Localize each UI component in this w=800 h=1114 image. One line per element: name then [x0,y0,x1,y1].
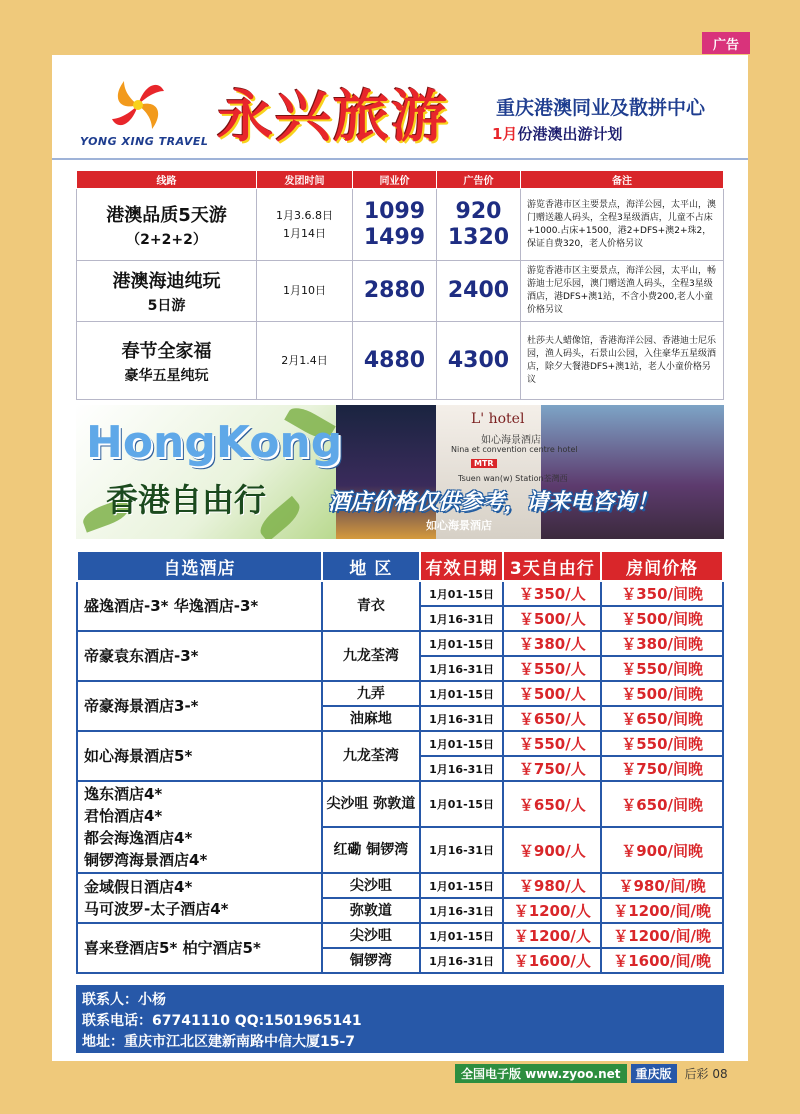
hotel-3day-price: ￥650/人 [503,706,601,731]
tour-table [76,170,724,400]
hongkong-banner [76,405,724,539]
footer-region-badge: 重庆版 [631,1064,677,1083]
tour-header-route: 线路 [77,171,257,189]
tour-note: 游览香港市区主要景点，海洋公园，太平山，畅游迪士尼乐园，澳门赠送渔人码头，全程3星级酒店，港DFS+澳1站，不含小费200,老人小童价格另议 [521,261,724,322]
hotel-room-price: ￥650/间晚 [601,706,723,731]
station-name: Tsuen wan(w) Station荃灣西 [458,474,568,483]
mtr-icon: MTR [471,459,497,468]
tour-route-sub: （2+2+2） [126,231,207,248]
hotel-name: 金域假日酒店4* [84,878,193,896]
tour-peer-price [353,189,437,261]
hotel-name: 君怡酒店4* [84,807,163,825]
hotel-name: 马可波罗-太子酒店4* [84,900,229,918]
header-divider [52,158,748,160]
hotel-row [77,681,723,706]
tour-header-notes: 备注 [521,171,724,189]
photo-caption: 如心海景酒店 [426,519,492,532]
price-value: 1499 [363,224,426,250]
hotel-3day-price: ￥350/人 [503,581,601,606]
price-value: 2880 [363,278,426,303]
hotel-3day-price: ￥900/人 [503,827,601,873]
footer [455,1064,728,1083]
hotel-name: 帝豪袁东酒店-3* [84,647,199,665]
tour-row [77,261,724,322]
hotel-names [77,681,322,731]
hotel-room-price: ￥750/间晚 [601,756,723,781]
contact-address: 地址：重庆市江北区建新南路中信大厦15-7 [82,1034,356,1050]
hotel-area: 九龙荃湾 [322,731,420,781]
hotel-3day-price: ￥1200/人 [503,898,601,923]
tour-row [77,322,724,400]
tour-peer-price [353,261,437,322]
hotel-names [77,581,322,631]
hotel-date: 1月01-15日 [420,781,504,827]
hotel-3day-price: ￥500/人 [503,606,601,631]
free-travel-title: 香港自由行 [106,481,267,519]
hotel-room-price: ￥500/间晚 [601,606,723,631]
hotel-header-room: 房间价格 [601,551,723,581]
hotel-date: 1月16-31日 [420,656,504,681]
hotel-row [77,781,723,827]
hotel-names [77,731,322,781]
hotel-date: 1月16-31日 [420,948,504,973]
hotel-name: 铜锣湾海景酒店4* [84,851,208,869]
hotel-header-area: 地 区 [322,551,420,581]
hotel-room-price: ￥650/间晚 [601,781,723,827]
hotel-3day-price: ￥380/人 [503,631,601,656]
hotel-date: 1月16-31日 [420,827,504,873]
price-notice: 酒店价格仅供参考，请来电咨询！ [328,490,659,515]
tour-date: 1月14日 [283,226,326,240]
tour-dates [257,322,353,400]
hotel-row [77,731,723,756]
hotel-room-price: ￥900/间晚 [601,827,723,873]
tour-note: 杜莎夫人蜡像馆，香港海洋公园、香港迪士尼乐园，渔人码头，石景山公园，入住豪华五星级酒店，除夕大餐港DFS+澳1站，老人小童价格另议 [521,322,724,400]
hotel-room-price: ￥500/间晚 [601,681,723,706]
price-value: 920 [455,198,502,224]
tour-ad-price [437,322,521,400]
night-skyline-photo [336,405,436,539]
hotel-row [77,631,723,656]
tour-dates [257,261,353,322]
hotel-area: 九龙荃湾 [322,631,420,681]
pinwheel-logo-icon [108,75,168,135]
hotel-area: 铜锣湾 [322,948,420,973]
tour-ad-price [437,189,521,261]
hotel-room-price: ￥380/间晚 [601,631,723,656]
hotel-date: 1月01-15日 [420,581,504,606]
hotel-names [77,923,322,973]
tour-note: 游览香港市区主要景点，海洋公园，太平山，澳门赠送趣人码头，全程3星级酒店，儿童不占床+1000.占床+1500，港2+DFS+澳2+珠2，保证自费320，老人价格另议 [521,189,724,261]
slogan-line-2 [492,123,622,144]
hotel-date: 1月16-31日 [420,898,504,923]
hotel-area: 尖沙咀 [322,923,420,948]
contact-phone: 联系电话：67741110 QQ:1501965141 [82,1013,362,1029]
hotel-name: 如心海景酒店5* [84,747,193,765]
tour-header-peer-price: 同业价 [353,171,437,189]
contact-block [76,985,724,1053]
tour-route-sub: 豪华五星纯玩 [124,367,209,384]
hotel-3day-price: ￥750/人 [503,756,601,781]
hotel-date: 1月16-31日 [420,606,504,631]
slogan-rest: 份港澳出游计划 [517,125,623,143]
mtr-sign [471,459,497,468]
hotel-room-price: ￥980/间/晚 [601,873,723,898]
price-value: 4880 [363,347,426,373]
tour-date: 1月3.6.8日 [276,208,333,222]
hotel-name: 逸东酒店4* [84,785,163,803]
hotel-row [77,873,723,898]
tour-date: 2月1.4日 [281,353,328,367]
tour-peer-price [353,322,437,400]
ad-page [52,55,748,1061]
price-value: 1099 [363,198,426,224]
hotel-row [77,923,723,948]
hotel-table [76,550,724,974]
logo-text: YONG XING TRAVEL [80,135,209,148]
tour-route-name: 港澳品质5天游 [106,204,227,226]
hotel-3day-price: ￥500/人 [503,681,601,706]
tour-route [77,261,257,322]
hotel-3day-price: ￥550/人 [503,656,601,681]
hotel-table-header [77,551,723,581]
hotel-3day-price: ￥1200/人 [503,923,601,948]
hotel-names [77,873,322,923]
hotel-date: 1月16-31日 [420,706,504,731]
brand-title: 永兴旅游 [217,84,449,150]
hotel-row [77,581,723,606]
hotel-name: 都会海逸酒店4* [84,829,193,847]
hotel-3day-price: ￥1600/人 [503,948,601,973]
hotel-room-price: ￥1200/间/晚 [601,898,723,923]
slogan-line-1: 重庆港澳同业及散拼中心 [496,97,706,119]
hotel-area: 弥敦道 [322,898,420,923]
footer-site-link[interactable]: 全国电子版 www.zyoo.net [455,1064,627,1083]
price-value: 1320 [447,224,510,250]
hotel-header-name: 自选酒店 [77,551,322,581]
page-number: 后彩 08 [684,1067,728,1081]
hotel-3day-price: ￥650/人 [503,781,601,827]
hotel-date: 1月01-15日 [420,923,504,948]
hotel-area: 尖沙咀 弥敦道 [322,781,420,827]
hotel-name: 喜来登酒店5* 柏宁酒店5* [84,939,261,957]
hotel-area: 九弄 [322,681,420,706]
tour-table-header [77,171,724,189]
tour-dates [257,189,353,261]
hongkong-title: HongKong [86,417,343,468]
hotel-header-date: 有效日期 [420,551,504,581]
hotel-room-price: ￥550/间晚 [601,731,723,756]
tour-route [77,322,257,400]
ad-tag: 广告 [702,32,750,54]
contact-person: 联系人：小杨 [82,992,166,1008]
hotel-area: 红磡 铜锣湾 [322,827,420,873]
slogan-month: 1月 [492,125,518,143]
hotel-area: 油麻地 [322,706,420,731]
hotel-header-3day: 3天自由行 [503,551,601,581]
hotel-room-price: ￥350/间晚 [601,581,723,606]
tour-date: 1月10日 [283,284,326,297]
hotel-date: 1月01-15日 [420,873,504,898]
hotel-3day-price: ￥550/人 [503,731,601,756]
hotel-name: 盛逸酒店-3* 华逸酒店-3* [84,597,259,615]
hotel-room-price: ￥1200/间/晚 [601,923,723,948]
hotel-date: 1月01-15日 [420,731,504,756]
hotel-names [77,781,322,873]
tour-route-name: 春节全家福 [121,340,212,362]
tour-header-dates: 发团时间 [257,171,353,189]
tour-row [77,189,724,261]
hotel-sign-en: Nina et convention centre hotel [451,445,578,454]
hotel-date: 1月16-31日 [420,756,504,781]
hotel-area: 尖沙咀 [322,873,420,898]
hotel-room-price: ￥1600/间/晚 [601,948,723,973]
hotel-room-price: ￥550/间晚 [601,656,723,681]
hotel-sign-name: L' hotel [471,411,525,427]
hotel-name: 帝豪海景酒店3-* [84,697,199,715]
hotel-date: 1月01-15日 [420,681,504,706]
hotel-3day-price: ￥980/人 [503,873,601,898]
price-value: 2400 [447,278,510,303]
tour-header-ad-price: 广告价 [437,171,521,189]
hotel-date: 1月01-15日 [420,631,504,656]
tour-route [77,189,257,261]
hotel-sign-cn: 如心海景酒店 [481,435,541,446]
price-value: 4300 [447,347,510,373]
tour-ad-price [437,261,521,322]
hotel-names [77,631,322,681]
header [52,55,748,165]
tour-bus-photo [541,405,724,539]
tour-route-sub: 5日游 [147,298,186,314]
tour-route-name: 港澳海迪纯玩 [112,271,221,292]
hotel-area: 青衣 [322,581,420,631]
